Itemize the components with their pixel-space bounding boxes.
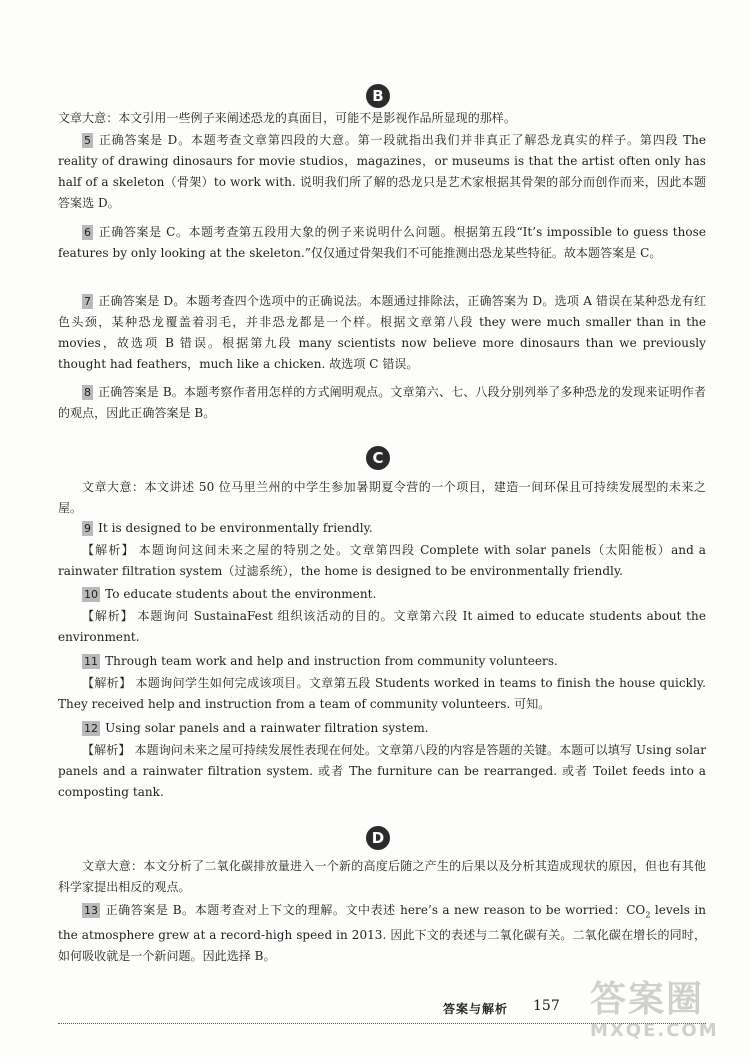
answer-text: Using solar panels and a rainwater filtration system. <box>105 721 429 735</box>
subscript: 2 <box>645 910 651 920</box>
section-d-summary: 文章大意：本文分析了二氧化碳排放量进入一个新的高度后随之产生的后果以及分析其造成现状的原因，但也有其他科学家提出相反的观点。 <box>58 859 706 894</box>
answer-item-8 <box>58 382 706 424</box>
watermark-title: 答案圈 <box>590 979 705 1020</box>
question-number-badge: 9 <box>84 522 92 535</box>
answer-item-13 <box>58 900 706 967</box>
answer-item-11 <box>58 651 706 672</box>
answer-item-9 <box>58 518 706 539</box>
answer-text: 正确答案是 B。本题考察作者用怎样的方式阐明观点。文章第六、七、八段分别列举了多种恐龙的发现来证明作者的观点，因此正确答案是 B。 <box>58 385 706 420</box>
question-number-badge: 6 <box>84 226 92 239</box>
analysis-11 <box>58 673 706 715</box>
analysis-9 <box>58 540 706 582</box>
answer-text: 正确答案是 D。本题考查文章第四段的大意。第一段就指出我们并非真正了解恐龙真实的样子。第四段 The reality of drawing dinosaurs for movie studios，magazines，or museums is that the artist often only has half of a skeleton（骨架）to work with. 说明我们所了解的恐龙只是艺术家根据其骨架的部分而创作而来，因此本题答案选 D。 <box>58 133 706 210</box>
answer-text: It is designed to be environmentally friendly. <box>98 521 373 535</box>
watermark-url: MXQE.COM <box>590 1020 719 1041</box>
analysis-12 <box>58 740 706 803</box>
answer-item-12 <box>58 718 706 739</box>
section-b-summary: 文章大意：本文引用一些例子来阐述恐龙的真面目，可能不是影视作品所显现的那样。 <box>58 111 516 125</box>
question-number-badge: 13 <box>84 904 99 917</box>
section-c-summary: 文章大意：本文讲述 50 位马里兰州的中学生参加暑期夏令营的一个项目，建造一间环保且可持续发展型的未来之屋。 <box>58 480 706 515</box>
footer-label: 答案与解析 <box>443 1002 509 1016</box>
section-badge-b: B <box>366 84 390 108</box>
question-number-badge: 5 <box>84 134 92 147</box>
answer-item-6 <box>58 222 706 264</box>
answer-item-5 <box>58 130 706 214</box>
section-badge-d: D <box>366 826 390 850</box>
answer-text: 正确答案是 D。本题考查四个选项中的正确说法。本题通过排除法，正确答案为 D。选项 A 错误在某种恐龙有红色头颈，某种恐龙覆盖着羽毛，并非恐龙都是一个样。根据文章第八段 they were much smaller than in the movies，故选项 B 错误。根据第九段 many scientists now believe more dinosaurs than we previously thought had feathers，much like a chicken. 故选项 C 错误。 <box>58 294 706 371</box>
analysis-tag: 【解析】 <box>82 676 132 690</box>
answer-item-7 <box>58 291 706 375</box>
answer-text: To educate students about the environment. <box>105 587 377 601</box>
question-number-badge: 10 <box>84 588 99 601</box>
analysis-10 <box>58 606 706 648</box>
analysis-tag: 【解析】 <box>82 609 134 623</box>
watermark-logo <box>590 980 740 1041</box>
analysis-text: 本题询问这间未来之屋的特别之处。文章第四段 Complete with solar panels（太阳能板）and a rainwater filtration system（过滤系统），the home is designed to be environmentally friendly. <box>58 543 706 578</box>
analysis-text: 本题询问 SustainaFest 组织该活动的目的。文章第六段 It aimed to educate students about the environment. <box>58 609 706 644</box>
analysis-text: 本题询问未来之屋可持续发展性表现在何处。文章第八段的内容是答题的关键。本题可以填写 Using solar panels and a rainwater filtration system. 或者 The furniture can be rearranged. 或者 Toilet feeds into a composting tank. <box>58 743 706 799</box>
analysis-text: 本题询问学生如何完成该项目。文章第五段 Students worked in teams to finish the house quickly. They received help and instruction from a team of community volunteers. 可知。 <box>58 676 706 711</box>
answer-text-post: levels in the atmosphere grew at a record-high speed in 2013. 因此下文的表述与二氧化碳有关。二氧化碳在增长的同时，如何吸收就是一个新问题。因此选择 B。 <box>58 903 707 964</box>
answer-text: 正确答案是 C。本题考查第五段用大象的例子来说明什么问题。根据第五段“It’s impossible to guess those features by only looking at the skeleton.”仅仅通过骨架我们不可能推测出恐龙某些特征。故本题答案是 C。 <box>58 225 706 260</box>
analysis-tag: 【解析】 <box>82 743 131 757</box>
question-number-badge: 11 <box>84 655 99 668</box>
question-number-badge: 8 <box>84 386 92 399</box>
question-number-badge: 12 <box>84 722 99 735</box>
section-badge-c: C <box>366 446 390 470</box>
answer-text: Through team work and help and instruction from community volunteers. <box>105 654 558 668</box>
answer-text-pre: 正确答案是 B。本题考查对上下文的理解。文中表述 here’s a new reason to be worried：CO <box>105 903 646 917</box>
page-number: 157 <box>533 998 560 1014</box>
answer-item-10 <box>58 584 706 605</box>
question-number-badge: 7 <box>84 295 92 308</box>
analysis-tag: 【解析】 <box>82 543 135 557</box>
